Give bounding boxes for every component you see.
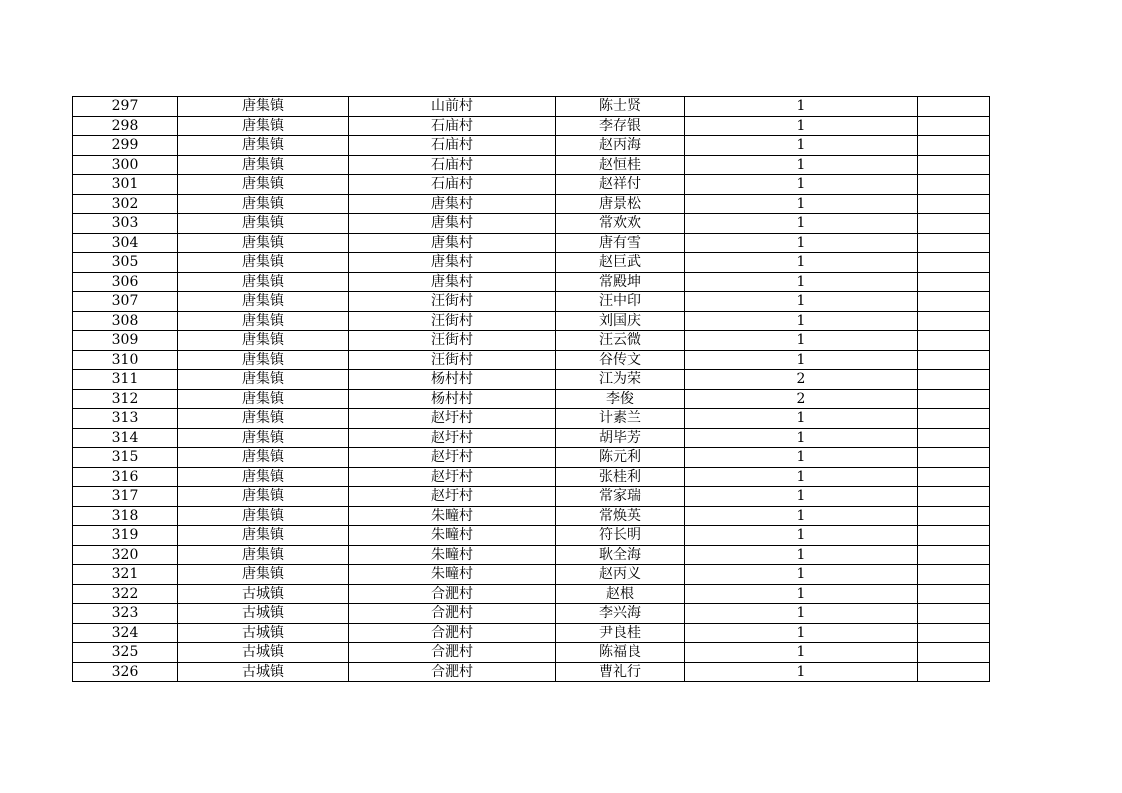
row-number-cell: 314: [73, 428, 178, 448]
count-cell: 1: [685, 662, 918, 682]
town-cell: 唐集镇: [178, 506, 349, 526]
row-number-cell: 316: [73, 467, 178, 487]
row-number-cell: 310: [73, 350, 178, 370]
count-cell: 1: [685, 136, 918, 156]
row-number-cell: 308: [73, 311, 178, 331]
name-cell: 符长明: [556, 526, 685, 546]
village-cell: 石庙村: [349, 175, 556, 195]
village-cell: 朱疃村: [349, 506, 556, 526]
town-cell: 唐集镇: [178, 331, 349, 351]
town-cell: 唐集镇: [178, 428, 349, 448]
name-cell: 谷传文: [556, 350, 685, 370]
name-cell: 赵丙海: [556, 136, 685, 156]
table-row: [73, 155, 990, 175]
count-cell: 1: [685, 194, 918, 214]
count-cell: 1: [685, 409, 918, 429]
village-cell: 赵圩村: [349, 467, 556, 487]
table-row: [73, 370, 990, 390]
note-cell: [918, 214, 990, 234]
note-cell: [918, 272, 990, 292]
town-cell: 唐集镇: [178, 194, 349, 214]
village-cell: 合淝村: [349, 623, 556, 643]
village-cell: 唐集村: [349, 194, 556, 214]
note-cell: [918, 448, 990, 468]
table-row: [73, 331, 990, 351]
village-cell: 山前村: [349, 97, 556, 117]
town-cell: 唐集镇: [178, 97, 349, 117]
note-cell: [918, 331, 990, 351]
village-cell: 唐集村: [349, 272, 556, 292]
note-cell: [918, 350, 990, 370]
count-cell: 1: [685, 584, 918, 604]
count-cell: 1: [685, 350, 918, 370]
row-number-cell: 322: [73, 584, 178, 604]
table-row: [73, 545, 990, 565]
table-row: [73, 623, 990, 643]
count-cell: 1: [685, 545, 918, 565]
name-cell: 赵根: [556, 584, 685, 604]
village-cell: 赵圩村: [349, 487, 556, 507]
town-cell: 唐集镇: [178, 389, 349, 409]
name-cell: 赵丙义: [556, 565, 685, 585]
town-cell: 唐集镇: [178, 448, 349, 468]
town-cell: 唐集镇: [178, 272, 349, 292]
table-row: [73, 175, 990, 195]
row-number-cell: 302: [73, 194, 178, 214]
name-cell: 汪中印: [556, 292, 685, 312]
town-cell: 唐集镇: [178, 370, 349, 390]
name-cell: 赵巨武: [556, 253, 685, 273]
row-number-cell: 324: [73, 623, 178, 643]
row-number-cell: 305: [73, 253, 178, 273]
note-cell: [918, 565, 990, 585]
table-row: [73, 487, 990, 507]
count-cell: 1: [685, 331, 918, 351]
count-cell: 2: [685, 370, 918, 390]
row-number-cell: 311: [73, 370, 178, 390]
count-cell: 1: [685, 448, 918, 468]
table-row: [73, 350, 990, 370]
count-cell: 1: [685, 233, 918, 253]
count-cell: 1: [685, 272, 918, 292]
town-cell: 唐集镇: [178, 253, 349, 273]
row-number-cell: 320: [73, 545, 178, 565]
row-number-cell: 318: [73, 506, 178, 526]
town-cell: 唐集镇: [178, 409, 349, 429]
table-row: [73, 233, 990, 253]
village-cell: 赵圩村: [349, 428, 556, 448]
table-row: [73, 604, 990, 624]
village-cell: 朱疃村: [349, 545, 556, 565]
name-cell: 胡毕芳: [556, 428, 685, 448]
town-cell: 唐集镇: [178, 487, 349, 507]
note-cell: [918, 292, 990, 312]
note-cell: [918, 233, 990, 253]
table-row: [73, 643, 990, 663]
name-cell: 江为荣: [556, 370, 685, 390]
village-cell: 汪街村: [349, 350, 556, 370]
village-cell: 合淝村: [349, 643, 556, 663]
table-row: [73, 116, 990, 136]
row-number-cell: 307: [73, 292, 178, 312]
row-number-cell: 297: [73, 97, 178, 117]
table-row: [73, 506, 990, 526]
village-cell: 唐集村: [349, 253, 556, 273]
count-cell: 2: [685, 389, 918, 409]
count-cell: 1: [685, 506, 918, 526]
count-cell: 1: [685, 253, 918, 273]
table-row: [73, 565, 990, 585]
village-cell: 合淝村: [349, 584, 556, 604]
town-cell: 唐集镇: [178, 526, 349, 546]
village-cell: 赵圩村: [349, 448, 556, 468]
town-cell: 唐集镇: [178, 136, 349, 156]
row-number-cell: 325: [73, 643, 178, 663]
name-cell: 陈士贤: [556, 97, 685, 117]
village-cell: 合淝村: [349, 604, 556, 624]
note-cell: [918, 155, 990, 175]
village-cell: 赵圩村: [349, 409, 556, 429]
town-cell: 古城镇: [178, 643, 349, 663]
table-row: [73, 409, 990, 429]
town-cell: 唐集镇: [178, 350, 349, 370]
name-cell: 张桂利: [556, 467, 685, 487]
note-cell: [918, 545, 990, 565]
count-cell: 1: [685, 565, 918, 585]
table-row: [73, 136, 990, 156]
name-cell: 曹礼行: [556, 662, 685, 682]
name-cell: 赵祥付: [556, 175, 685, 195]
row-number-cell: 309: [73, 331, 178, 351]
count-cell: 1: [685, 155, 918, 175]
note-cell: [918, 487, 990, 507]
village-cell: 汪街村: [349, 331, 556, 351]
village-cell: 石庙村: [349, 136, 556, 156]
note-cell: [918, 194, 990, 214]
count-cell: 1: [685, 643, 918, 663]
note-cell: [918, 643, 990, 663]
town-cell: 古城镇: [178, 604, 349, 624]
table-row: [73, 214, 990, 234]
count-cell: 1: [685, 487, 918, 507]
village-cell: 石庙村: [349, 116, 556, 136]
note-cell: [918, 604, 990, 624]
row-number-cell: 303: [73, 214, 178, 234]
village-cell: 杨村村: [349, 370, 556, 390]
table-body: [73, 97, 990, 682]
name-cell: 常家瑞: [556, 487, 685, 507]
note-cell: [918, 389, 990, 409]
row-number-cell: 317: [73, 487, 178, 507]
note-cell: [918, 584, 990, 604]
note-cell: [918, 428, 990, 448]
village-cell: 汪街村: [349, 292, 556, 312]
count-cell: 1: [685, 467, 918, 487]
row-number-cell: 300: [73, 155, 178, 175]
town-cell: 古城镇: [178, 623, 349, 643]
note-cell: [918, 136, 990, 156]
table-row: [73, 97, 990, 117]
table-row: [73, 526, 990, 546]
row-number-cell: 321: [73, 565, 178, 585]
town-cell: 唐集镇: [178, 292, 349, 312]
row-number-cell: 299: [73, 136, 178, 156]
count-cell: 1: [685, 526, 918, 546]
name-cell: 唐有雪: [556, 233, 685, 253]
town-cell: 古城镇: [178, 584, 349, 604]
name-cell: 李存银: [556, 116, 685, 136]
note-cell: [918, 97, 990, 117]
count-cell: 1: [685, 623, 918, 643]
town-cell: 古城镇: [178, 662, 349, 682]
name-cell: 赵恒桂: [556, 155, 685, 175]
row-number-cell: 298: [73, 116, 178, 136]
table-row: [73, 292, 990, 312]
town-cell: 唐集镇: [178, 116, 349, 136]
count-cell: 1: [685, 311, 918, 331]
note-cell: [918, 253, 990, 273]
table-row: [73, 584, 990, 604]
village-cell: 朱疃村: [349, 526, 556, 546]
note-cell: [918, 506, 990, 526]
count-cell: 1: [685, 175, 918, 195]
town-cell: 唐集镇: [178, 467, 349, 487]
name-cell: 李俊: [556, 389, 685, 409]
name-cell: 汪云微: [556, 331, 685, 351]
count-cell: 1: [685, 292, 918, 312]
name-cell: 常焕英: [556, 506, 685, 526]
name-cell: 陈元利: [556, 448, 685, 468]
note-cell: [918, 526, 990, 546]
table-row: [73, 428, 990, 448]
name-cell: 唐景松: [556, 194, 685, 214]
row-number-cell: 306: [73, 272, 178, 292]
name-cell: 常殿坤: [556, 272, 685, 292]
name-cell: 李兴海: [556, 604, 685, 624]
count-cell: 1: [685, 116, 918, 136]
town-cell: 唐集镇: [178, 175, 349, 195]
name-cell: 耿全海: [556, 545, 685, 565]
note-cell: [918, 467, 990, 487]
note-cell: [918, 116, 990, 136]
table-row: [73, 253, 990, 273]
table-row: [73, 194, 990, 214]
name-cell: 陈福良: [556, 643, 685, 663]
note-cell: [918, 409, 990, 429]
row-number-cell: 313: [73, 409, 178, 429]
table-row: [73, 311, 990, 331]
town-cell: 唐集镇: [178, 545, 349, 565]
row-number-cell: 315: [73, 448, 178, 468]
village-cell: 合淝村: [349, 662, 556, 682]
row-number-cell: 312: [73, 389, 178, 409]
village-cell: 唐集村: [349, 233, 556, 253]
table-row: [73, 467, 990, 487]
village-cell: 汪街村: [349, 311, 556, 331]
town-cell: 唐集镇: [178, 565, 349, 585]
note-cell: [918, 662, 990, 682]
town-cell: 唐集镇: [178, 233, 349, 253]
count-cell: 1: [685, 428, 918, 448]
name-cell: 刘国庆: [556, 311, 685, 331]
data-table: [72, 96, 990, 682]
name-cell: 尹良桂: [556, 623, 685, 643]
table-row: [73, 662, 990, 682]
count-cell: 1: [685, 604, 918, 624]
count-cell: 1: [685, 214, 918, 234]
town-cell: 唐集镇: [178, 214, 349, 234]
row-number-cell: 301: [73, 175, 178, 195]
note-cell: [918, 623, 990, 643]
village-cell: 唐集村: [349, 214, 556, 234]
note-cell: [918, 311, 990, 331]
table-row: [73, 389, 990, 409]
count-cell: 1: [685, 97, 918, 117]
town-cell: 唐集镇: [178, 311, 349, 331]
row-number-cell: 323: [73, 604, 178, 624]
row-number-cell: 326: [73, 662, 178, 682]
village-cell: 石庙村: [349, 155, 556, 175]
name-cell: 常欢欢: [556, 214, 685, 234]
town-cell: 唐集镇: [178, 155, 349, 175]
table-row: [73, 448, 990, 468]
row-number-cell: 319: [73, 526, 178, 546]
note-cell: [918, 175, 990, 195]
row-number-cell: 304: [73, 233, 178, 253]
village-cell: 杨村村: [349, 389, 556, 409]
village-cell: 朱疃村: [349, 565, 556, 585]
table-row: [73, 272, 990, 292]
note-cell: [918, 370, 990, 390]
name-cell: 计素兰: [556, 409, 685, 429]
